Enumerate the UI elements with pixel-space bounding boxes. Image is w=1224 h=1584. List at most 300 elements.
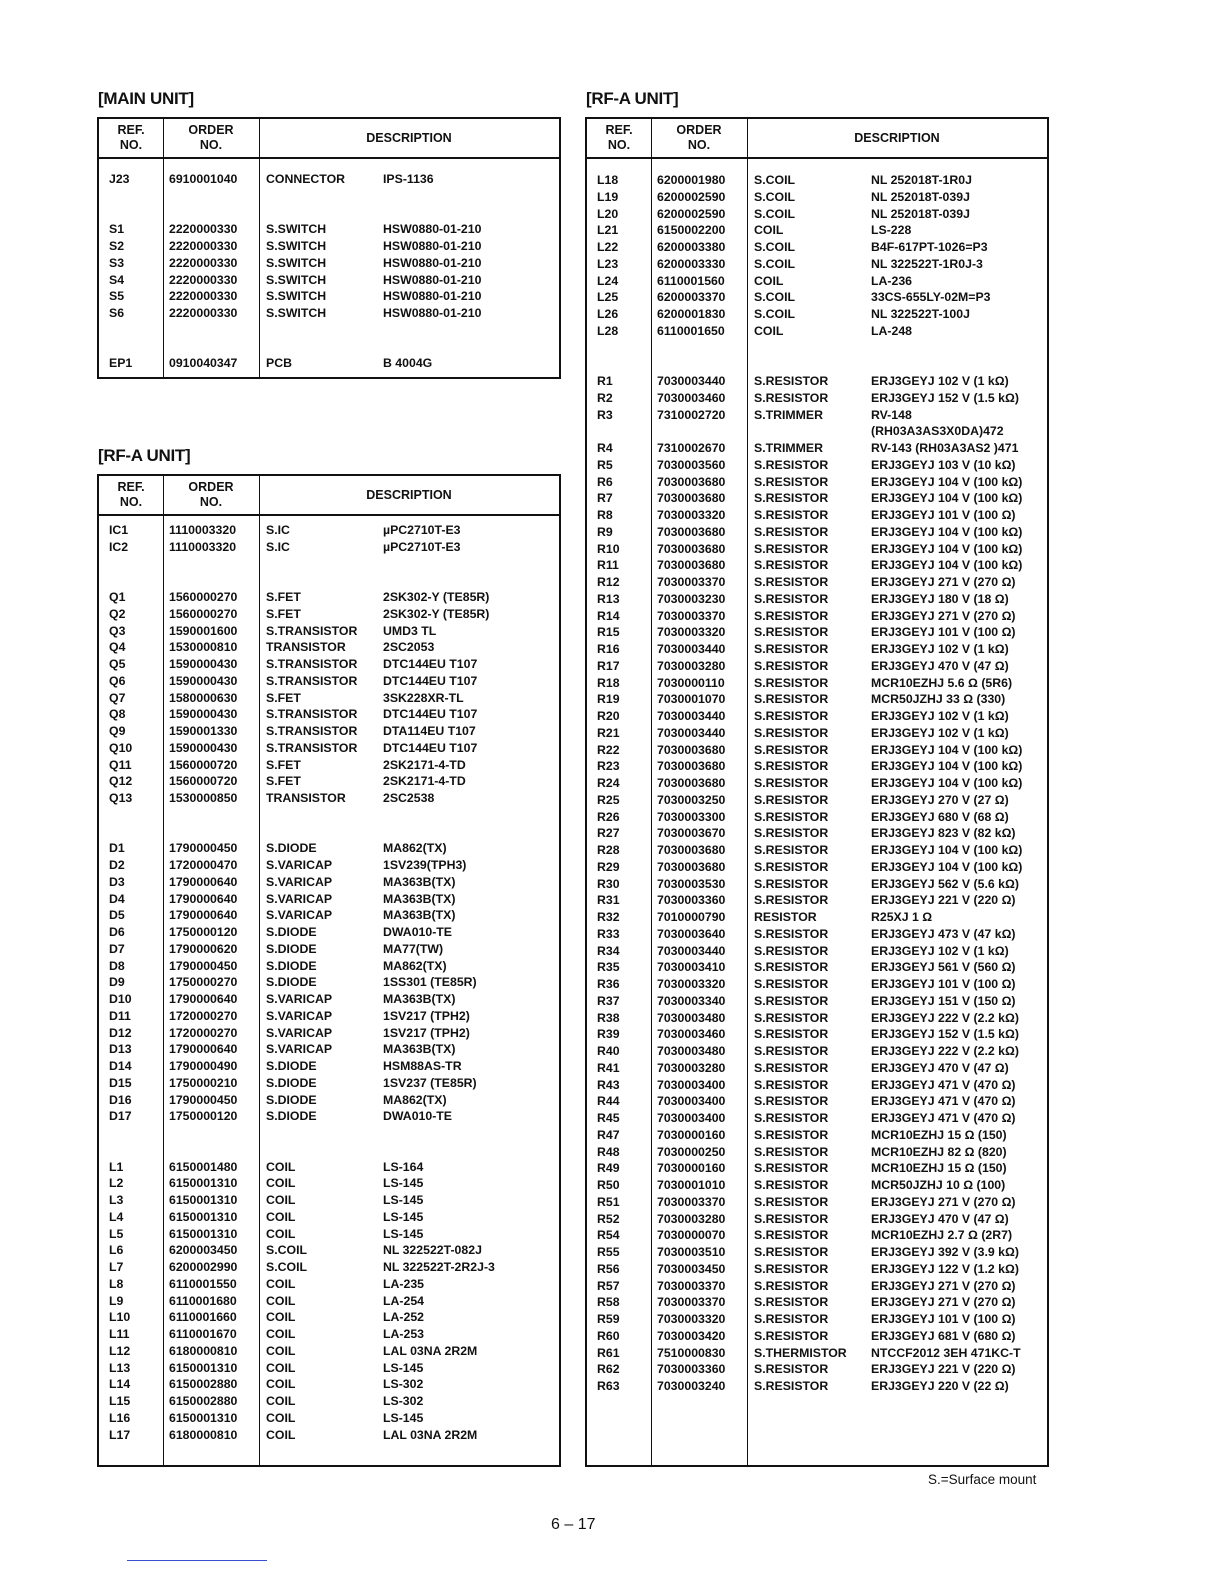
cell-part-number: ERJ3GEYJ 221 V (220 Ω) (871, 1362, 1016, 1377)
table-row (99, 288, 559, 305)
cell-description: S.RESISTOR (754, 977, 829, 991)
cell-ref-no: S1 (109, 222, 125, 237)
cell-part-number: MA862(TX) (383, 958, 447, 973)
cell-part-number: ERJ3GEYJ 104 V (100 kΩ) (871, 759, 1023, 774)
cell-ref-no: R39 (597, 1027, 620, 1042)
cell-part-number: HSW0880-01-210 (383, 289, 482, 304)
header-order-no-line: ORDER (188, 480, 234, 494)
cell-description: S.SWITCH (266, 255, 327, 270)
cell-description: S.THERMISTOR (754, 1345, 847, 1360)
cell-description: S.COIL (266, 1243, 307, 1258)
table-row (587, 1378, 1047, 1395)
cell-ref-no: R20 (597, 709, 620, 723)
cell-order-no: 6200002590 (657, 189, 726, 204)
table-row (99, 272, 559, 289)
cell-order-no: 7030000160 (657, 1161, 726, 1176)
cell-ref-no: L13 (109, 1360, 131, 1375)
cell-description: S.RESISTOR (754, 1278, 829, 1293)
table-row (587, 624, 1047, 641)
cell-part-number: ERJ3GEYJ 104 V (100 kΩ) (871, 524, 1023, 539)
cell-description: S.RESISTOR (754, 859, 829, 874)
cell-part-number: DWA010-TE (383, 925, 453, 939)
cell-part-number: MCR10EZHJ 15 Ω (150) (871, 1127, 1007, 1142)
cell-part-number: ERJ3GEYJ 101 V (100 Ω) (871, 625, 1016, 640)
cell-order-no: 7030003680 (657, 742, 726, 757)
cell-order-no: 7030003280 (657, 1211, 726, 1226)
table-row (99, 171, 559, 188)
table-row (587, 557, 1047, 574)
cell-ref-no: Q6 (109, 673, 126, 688)
cell-description: S.RESISTOR (754, 792, 829, 807)
cell-description: S.DIODE (266, 958, 317, 973)
header-order-no-line: ORDER (676, 123, 722, 137)
table-row (587, 825, 1047, 842)
table-row (587, 457, 1047, 474)
cell-order-no: 7030003320 (657, 625, 726, 640)
cell-order-no: 6200003330 (657, 256, 726, 271)
cell-order-no: 1790000640 (169, 891, 238, 906)
cell-order-no: 1530000850 (169, 791, 238, 805)
cell-order-no: 6200001980 (657, 173, 726, 187)
cell-description: S.VARICAP (266, 891, 333, 906)
cell-ref-no: R23 (597, 759, 620, 774)
header-order-no-line: NO. (199, 495, 223, 509)
cell-order-no: 6110001650 (657, 323, 725, 338)
cell-ref-no: Q9 (109, 724, 126, 738)
cell-ref-no: L22 (597, 240, 619, 254)
cell-order-no: 2220000330 (169, 255, 238, 270)
table-row (587, 608, 1047, 625)
cell-part-number: LS-302 (383, 1377, 424, 1392)
cell-part-number: HSM88AS-TR (383, 1059, 462, 1073)
cell-part-number: 2SK302-Y (TE85R) (383, 606, 490, 621)
surface-mount-note: S.=Surface mount (928, 1472, 1037, 1487)
cell-description: COIL (266, 1327, 296, 1341)
cell-ref-no: R47 (597, 1127, 620, 1142)
table-row (99, 221, 559, 238)
table-row (99, 1326, 559, 1343)
cell-order-no: 7030003450 (657, 1261, 726, 1276)
table-row (99, 238, 559, 255)
header-ref-no-line: REF. (117, 123, 145, 137)
cell-part-number: 2SK2171-4-TD (383, 757, 466, 772)
cell-part-number: ERJ3GEYJ 470 V (47 Ω) (871, 1211, 1009, 1226)
cell-part-number: µPC2710T-E3 (383, 539, 461, 554)
cell-part-number: MCR10EZHJ 5.6 Ω (5R6) (871, 675, 1013, 690)
cell-ref-no: R62 (597, 1362, 620, 1377)
cell-order-no: 7510000830 (657, 1345, 726, 1360)
header-order-no-line: NO. (687, 138, 711, 152)
table-row (587, 1043, 1047, 1060)
table-row (99, 255, 559, 272)
cell-order-no: 7030003680 (657, 759, 726, 774)
cell-description: TRANSISTOR (266, 791, 346, 805)
header-description (259, 476, 559, 514)
cell-part-number: ERJ3GEYJ 104 V (100 kΩ) (871, 776, 1023, 790)
cell-order-no: 6150001310 (169, 1360, 238, 1375)
cell-part-number: MA363B(TX) (383, 1042, 456, 1057)
table-row (587, 1278, 1047, 1295)
cell-description: S.COIL (754, 240, 795, 254)
cell-ref-no: L15 (109, 1394, 131, 1408)
cell-order-no: 7030003680 (657, 558, 726, 573)
table-row (587, 407, 1047, 424)
cell-order-no: 6200001830 (657, 307, 726, 321)
cell-order-no: 1560000270 (169, 606, 238, 621)
cell-order-no: 6200002590 (657, 206, 726, 221)
cell-part-number: 1SV217 (TPH2) (383, 1008, 470, 1023)
cell-order-no: 2220000330 (169, 306, 238, 320)
table-row (587, 1244, 1047, 1261)
table-row (99, 539, 559, 556)
cell-part-number: ERJ3GEYJ 823 V (82 kΩ) (871, 826, 1016, 841)
cell-order-no: 2220000330 (169, 272, 238, 287)
header-ref-no (99, 119, 163, 157)
table-row (99, 773, 559, 790)
cell-description: S.RESISTOR (754, 1362, 829, 1377)
cell-description: S.COIL (754, 173, 795, 187)
table-row (99, 1360, 559, 1377)
cell-order-no: 7030001070 (657, 692, 726, 707)
cell-description: COIL (266, 1159, 296, 1174)
cell-order-no: 0910040347 (169, 356, 238, 371)
cell-description: S.DIODE (266, 1059, 317, 1073)
cell-description: S.RESISTOR (754, 1060, 829, 1075)
cell-description: S.VARICAP (266, 874, 333, 889)
cell-ref-no: R24 (597, 776, 620, 790)
cell-description: COIL (266, 1226, 296, 1241)
cell-order-no: 7030003680 (657, 541, 726, 556)
cell-order-no: 7030003460 (657, 390, 726, 405)
cell-order-no: 1790000640 (169, 992, 238, 1006)
cell-ref-no: R10 (597, 541, 620, 556)
cell-description: S.COIL (266, 1260, 307, 1274)
table-row (99, 924, 559, 941)
cell-description: COIL (754, 273, 784, 288)
cell-part-number: ERJ3GEYJ 222 V (2.2 kΩ) (871, 1010, 1019, 1025)
header-ref-no-line: NO. (119, 138, 143, 152)
cell-ref-no: R31 (597, 893, 620, 908)
cell-ref-no: L3 (109, 1193, 124, 1207)
cell-part-number: ERJ3GEYJ 470 V (47 Ω) (871, 1060, 1009, 1075)
table-row (99, 1276, 559, 1293)
cell-ref-no: L14 (109, 1377, 131, 1392)
cell-description: S.RESISTOR (754, 457, 829, 472)
cell-description: COIL (266, 1427, 296, 1442)
cell-ref-no: L9 (109, 1293, 124, 1308)
cell-description: S.RESISTOR (754, 1077, 829, 1092)
table-row (587, 1177, 1047, 1194)
cell-ref-no: D14 (109, 1059, 132, 1073)
cell-part-number: MA862(TX) (383, 841, 447, 856)
cell-description: S.FET (266, 606, 301, 621)
cell-order-no: 7010000790 (657, 910, 726, 924)
table-row (587, 524, 1047, 541)
cell-part-number: DTC144EU T107 (383, 657, 478, 671)
cell-description: COIL (266, 1410, 296, 1425)
table-row (99, 1075, 559, 1092)
cell-description: COIL (266, 1394, 296, 1408)
cell-ref-no: L2 (109, 1176, 124, 1191)
cell-ref-no: L26 (597, 307, 619, 321)
cell-description: S.VARICAP (266, 1042, 333, 1057)
cell-ref-no: D7 (109, 941, 125, 956)
table-row (587, 574, 1047, 591)
header-description-line: DESCRIPTION (366, 487, 452, 502)
cell-description: S.FET (266, 774, 301, 789)
table-row (587, 172, 1047, 189)
cell-description: S.RESISTOR (754, 1010, 829, 1025)
cell-ref-no: D2 (109, 858, 125, 872)
cell-part-number: ERJ3GEYJ 151 V (150 Ω) (871, 993, 1016, 1008)
table-row (587, 725, 1047, 742)
table-row (587, 708, 1047, 725)
table-row (99, 840, 559, 857)
cell-description: S.DIODE (266, 941, 317, 956)
table-row (587, 1077, 1047, 1094)
cell-part-number: 33CS-655LY-02M=P3 (871, 290, 991, 305)
cell-description: S.VARICAP (266, 992, 333, 1006)
cell-description: S.TRANSISTOR (266, 673, 358, 688)
cell-description: COIL (266, 1276, 296, 1291)
cell-order-no: 1590001600 (169, 623, 238, 638)
cell-description: S.RESISTOR (754, 843, 829, 857)
table-row (587, 222, 1047, 239)
table-row (99, 1108, 559, 1125)
cell-part-number: DTC144EU T107 (383, 740, 478, 755)
cell-order-no: 2220000330 (169, 222, 238, 237)
cell-ref-no: D17 (109, 1109, 132, 1124)
cell-description: S.RESISTOR (754, 893, 829, 908)
cell-ref-no: R8 (597, 508, 613, 522)
cell-order-no: 7030003360 (657, 1362, 726, 1377)
cell-description: S.RESISTOR (754, 524, 829, 539)
cell-part-number: ERJ3GEYJ 271 V (270 Ω) (871, 608, 1016, 623)
table-row (587, 239, 1047, 256)
cell-description: S.SWITCH (266, 289, 327, 304)
cell-ref-no: D3 (109, 874, 125, 889)
table-row (587, 1194, 1047, 1211)
cell-description: S.RESISTOR (754, 1094, 829, 1109)
cell-part-number: MCR50JZHJ 33 Ω (330) (871, 692, 1006, 707)
cell-order-no: 7030003320 (657, 508, 726, 522)
cell-ref-no: R3 (597, 407, 613, 422)
cell-order-no: 7030000160 (657, 1127, 726, 1142)
table-row (99, 1393, 559, 1410)
cell-ref-no: L8 (109, 1276, 124, 1291)
cell-ref-no: D1 (109, 841, 125, 856)
cell-description: COIL (266, 1377, 296, 1392)
cell-part-number: ERJ3GEYJ 104 V (100 kΩ) (871, 843, 1023, 857)
cell-description: S.TRANSISTOR (266, 724, 358, 738)
cell-description: S.TRIMMER (754, 407, 823, 422)
cell-ref-no: R54 (597, 1228, 620, 1243)
table-row (99, 857, 559, 874)
cell-order-no: 7030003670 (657, 826, 726, 841)
table-row (99, 958, 559, 975)
table-row (99, 1410, 559, 1427)
table-row (99, 723, 559, 740)
table-row (99, 1376, 559, 1393)
cell-ref-no: R2 (597, 390, 613, 405)
cell-order-no: 7030003680 (657, 474, 726, 489)
cell-description: S.VARICAP (266, 1008, 333, 1023)
cell-part-number: ERJ3GEYJ 470 V (47 Ω) (871, 658, 1009, 673)
cell-part-number: µPC2710T-E3 (383, 523, 461, 537)
cell-part-number: LS-302 (383, 1394, 424, 1408)
cell-ref-no: R44 (597, 1094, 620, 1109)
header-order-no-line: ORDER (188, 123, 234, 137)
cell-ref-no: R15 (597, 625, 620, 640)
cell-ref-no: L11 (109, 1327, 130, 1341)
table-row (99, 656, 559, 673)
cell-order-no: 7030003680 (657, 524, 726, 539)
table-row (99, 1209, 559, 1226)
cell-description: S.RESISTOR (754, 1144, 829, 1159)
cell-ref-no: Q8 (109, 707, 126, 722)
cell-order-no: 7030003480 (657, 1010, 726, 1025)
cell-ref-no: R51 (597, 1194, 620, 1209)
table-row (587, 943, 1047, 960)
table-row (99, 673, 559, 690)
cell-part-number: ERJ3GEYJ 101 V (100 Ω) (871, 1312, 1016, 1326)
table-row (587, 1345, 1047, 1362)
cell-ref-no: Q2 (109, 606, 126, 621)
table-row (99, 1008, 559, 1025)
cell-ref-no: L17 (109, 1427, 131, 1442)
cell-part-number: ERJ3GEYJ 102 V (1 kΩ) (871, 709, 1009, 723)
cell-description: S.TRANSISTOR (266, 657, 358, 671)
cell-ref-no: EP1 (109, 356, 133, 371)
cell-description: S.FET (266, 757, 301, 772)
table-row (587, 1227, 1047, 1244)
table-row (99, 1309, 559, 1326)
cell-ref-no: R41 (597, 1060, 620, 1075)
table-row (99, 1092, 559, 1109)
cell-order-no: 7030003440 (657, 943, 726, 958)
cell-ref-no: Q3 (109, 623, 126, 638)
cell-ref-no: R12 (597, 575, 620, 589)
table-row (587, 1311, 1047, 1328)
cell-order-no: 1790000620 (169, 941, 238, 956)
cell-order-no: 2220000330 (169, 289, 238, 304)
cell-description: COIL (266, 1193, 296, 1207)
cell-ref-no: R63 (597, 1379, 620, 1393)
cell-order-no: 1750000270 (169, 975, 238, 990)
cell-order-no: 7030003280 (657, 658, 726, 673)
cell-description: S.RESISTOR (754, 826, 829, 841)
cell-description: S.TRANSISTOR (266, 623, 358, 638)
cell-description: S.RESISTOR (754, 1194, 829, 1209)
cell-part-number: MCR10EZHJ 82 Ω (820) (871, 1144, 1007, 1159)
cell-ref-no: R45 (597, 1111, 620, 1125)
cell-part-number: LAL 03NA 2R2M (383, 1343, 478, 1358)
cell-description: S.RESISTOR (754, 575, 829, 589)
cell-order-no: 1530000810 (169, 640, 238, 655)
table-row (99, 790, 559, 807)
cell-ref-no: D16 (109, 1092, 132, 1107)
cell-part-number: LAL 03NA 2R2M (383, 1427, 478, 1442)
cell-order-no: 7030003230 (657, 591, 726, 606)
table-row (99, 991, 559, 1008)
cell-part-number: RV-143 (RH03A3AS2 )471 (871, 441, 1019, 455)
cell-description: S.DIODE (266, 841, 317, 856)
cell-ref-no: R33 (597, 926, 620, 941)
table-row (587, 1060, 1047, 1077)
cell-ref-no: R7 (597, 491, 613, 506)
cell-order-no: 7030003440 (657, 725, 726, 740)
cell-part-number: LS-145 (383, 1360, 424, 1375)
cell-order-no: 1790000450 (169, 841, 238, 856)
cell-description: S.VARICAP (266, 858, 333, 872)
header-description (259, 119, 559, 157)
cell-order-no: 1790000490 (169, 1059, 238, 1073)
cell-order-no: 1590001330 (169, 724, 238, 738)
cell-order-no: 1560000720 (169, 757, 238, 772)
cell-order-no: 7030003640 (657, 926, 726, 941)
cell-description: PCB (266, 356, 292, 371)
cell-order-no: 1590000430 (169, 707, 238, 722)
cell-part-number: 1SV237 (TE85R) (383, 1075, 477, 1090)
cell-order-no: 1590000430 (169, 740, 238, 755)
cell-description: S.RESISTOR (754, 776, 829, 790)
cell-ref-no: L10 (109, 1310, 131, 1325)
cell-ref-no: Q4 (109, 640, 126, 655)
cell-order-no: 6200003370 (657, 290, 726, 305)
cell-description: S.FET (266, 590, 301, 604)
cell-part-number: NL 252018T-1R0J (871, 173, 972, 187)
cell-order-no: 6200003450 (169, 1243, 238, 1258)
table-row (99, 355, 559, 372)
cell-part-number: HSW0880-01-210 (383, 255, 482, 270)
cell-order-no: 1790000640 (169, 908, 238, 923)
cell-order-no: 1590000430 (169, 657, 238, 671)
cell-ref-no: R32 (597, 910, 620, 924)
table-row (99, 606, 559, 623)
cell-ref-no: R27 (597, 826, 620, 841)
cell-order-no: 7030003460 (657, 1027, 726, 1042)
cell-part-number: R25XJ 1 Ω (871, 910, 933, 924)
cell-order-no: 7030003440 (657, 709, 726, 723)
cell-order-no: 7030000250 (657, 1144, 726, 1159)
table-row (587, 691, 1047, 708)
cell-description: S.RESISTOR (754, 960, 829, 975)
cell-order-no: 1590000430 (169, 673, 238, 688)
cell-ref-no: L6 (109, 1243, 124, 1258)
cell-description: S.RESISTOR (754, 993, 829, 1008)
cell-ref-no: L25 (597, 290, 619, 305)
cell-part-number: LA-235 (383, 1276, 425, 1291)
cell-ref-no: S5 (109, 289, 125, 304)
cell-description: S.RESISTOR (754, 1328, 829, 1343)
cell-part-number: DTA114EU T107 (383, 724, 476, 738)
table-row (587, 876, 1047, 893)
cell-part-number: 2SK2171-4-TD (383, 774, 466, 789)
cell-description: S.DIODE (266, 1109, 317, 1124)
cell-part-number: NL 252018T-039J (871, 189, 970, 204)
cell-ref-no: R21 (597, 725, 620, 740)
cell-part-number: LS-164 (383, 1159, 424, 1174)
cell-description: S.RESISTOR (754, 1161, 829, 1176)
cell-order-no: 7030003510 (657, 1245, 726, 1259)
cell-order-no: 7030003370 (657, 575, 726, 589)
cell-description: S.SWITCH (266, 306, 327, 320)
cell-description: S.VARICAP (266, 1025, 333, 1040)
cell-part-number: ERJ3GEYJ 471 V (470 Ω) (871, 1111, 1016, 1125)
cell-ref-no: Q1 (109, 590, 126, 604)
table-row (99, 639, 559, 656)
table-row (587, 859, 1047, 876)
